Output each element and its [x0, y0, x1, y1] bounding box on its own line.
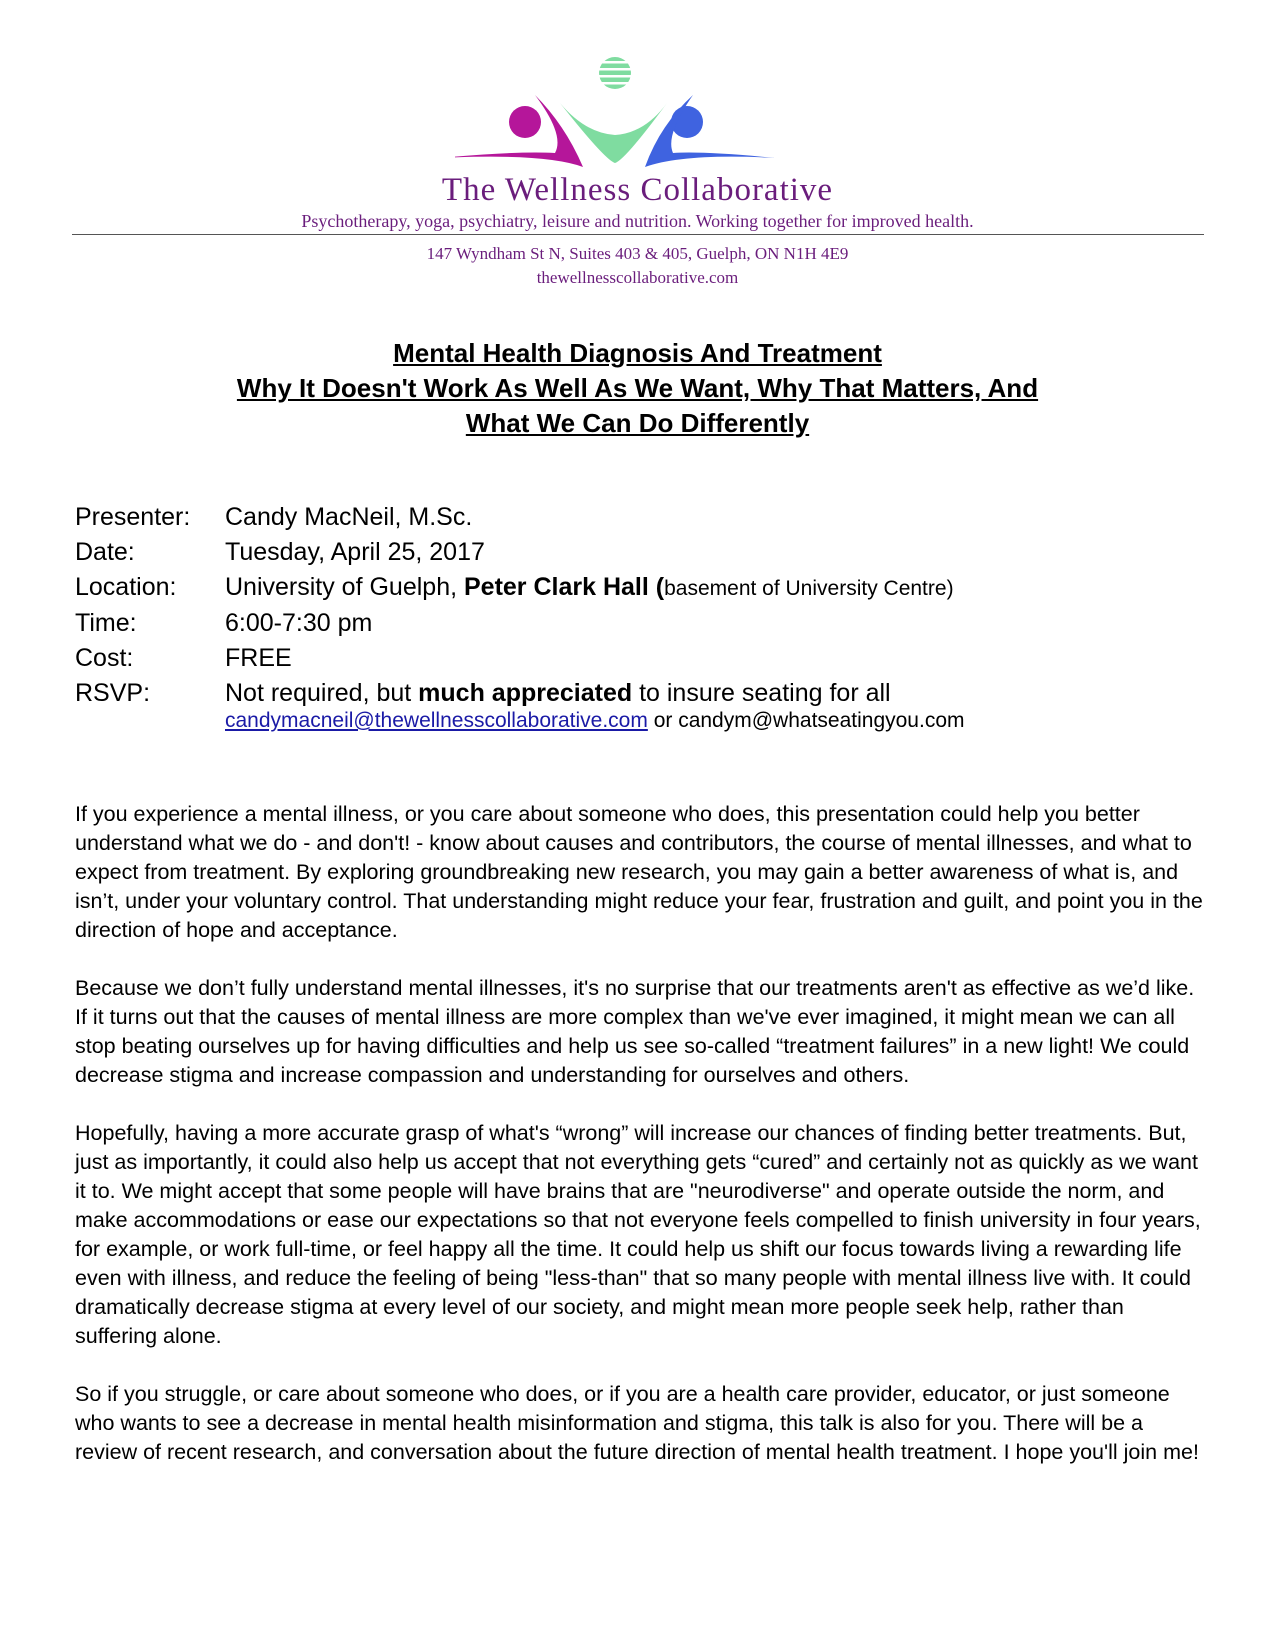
- location-paren: (: [648, 573, 665, 601]
- logo-blue-figure: [645, 95, 775, 167]
- location-value: [225, 570, 1215, 606]
- time-label: Time:: [75, 609, 137, 637]
- logo-green-head: [595, 57, 635, 89]
- title-line-3: What We Can Do Differently: [465, 408, 810, 438]
- detail-row-date: [75, 535, 1215, 570]
- logo-magenta-head: [509, 106, 541, 138]
- description-paragraph-2: Because we don’t fully understand mental illnesses, it's no surprise that our treatments aren't as effective as we’d like. If it turns out that the causes of mental illness are more complex than we've ever imagined, it might mean we can all stop beating ourselves up for having difficulties and help us see so-called “treatment failures” in a new light! We could decrease stigma and increase compassion and understanding for ourselves and others.: [75, 976, 1195, 1087]
- location-venue: Peter Clark Hall: [464, 573, 649, 601]
- organization-name: The Wellness Collaborative: [441, 172, 834, 208]
- organization-website[interactable]: thewellnesscollaborative.com: [536, 268, 739, 287]
- rsvp-label: RSVP:: [75, 679, 151, 707]
- rsvp-emails: [75, 708, 1215, 734]
- wellness-collaborative-logo: [455, 55, 830, 175]
- detail-row-presenter: [75, 500, 1215, 535]
- detail-row-location: [75, 570, 1215, 606]
- organization-tagline: Psychotherapy, yoga, psychiatry, leisure and nutrition. Working together for improved health.: [301, 211, 974, 231]
- time-value: 6:00-7:30 pm: [225, 609, 373, 637]
- event-title: [0, 336, 1275, 441]
- organization-address: 147 Wyndham St N, Suites 403 & 405, Guelph, ON N1H 4E9: [426, 244, 849, 263]
- detail-row-time: [75, 606, 1215, 641]
- rsvp-or: or: [647, 709, 679, 732]
- event-description: [75, 800, 1210, 1496]
- title-line-1: Mental Health Diagnosis And Treatment: [393, 338, 882, 368]
- date-label: Date:: [75, 538, 135, 566]
- rsvp-value: [225, 676, 1215, 711]
- event-details: [75, 500, 1215, 734]
- detail-row-cost: [75, 641, 1215, 676]
- location-note: basement of University Centre): [664, 577, 954, 600]
- presenter-label: Presenter:: [75, 503, 191, 531]
- description-paragraph-3: Hopefully, having a more accurate grasp of what's “wrong” will increase our chances of finding better treatments. But, just as importantly, it could also help us accept that not everything gets “cured” and certainly not as quickly as we want it to. We might accept that some people will have brains that are "neurodiverse" and operate outside the norm, and make accommodations or ease our expectations so that not everyone feels compelled to finish university in four years, for example, or work full-time, or feel happy all the time. It could help us shift our focus towards living a rewarding life even with illness, and reduce the feeling of being "less-than" that so many people with mental illness live with. It could dramatically decrease stigma at every level of our society, and might mean more people seek help, rather than suffering alone.: [75, 1121, 1201, 1348]
- header-divider: [72, 234, 1204, 235]
- detail-row-rsvp: [75, 676, 1215, 711]
- location-prefix: University of Guelph,: [225, 573, 464, 601]
- rsvp-suffix: to insure seating for all: [632, 679, 891, 707]
- title-line-2: Why It Doesn't Work As Well As We Want, Why That Matters, And: [236, 373, 1039, 403]
- rsvp-emphasis: much appreciated: [418, 679, 633, 707]
- rsvp-prefix: Not required, but: [225, 679, 419, 707]
- location-label: Location:: [75, 573, 177, 601]
- cost-label: Cost:: [75, 644, 134, 672]
- description-paragraph-1: If you experience a mental illness, or you care about someone who does, this presentation could help you better understand what we do - and don't! - know about causes and contributors, the course of mental illnesses, and what to expect from treatment. By exploring groundbreaking new research, you may gain a better awareness of what is, and isn’t, under your voluntary control. That understanding might reduce your fear, frustration and guilt, and point you in the direction of hope and acceptance.: [75, 802, 1203, 942]
- presenter-value: Candy MacNeil, M.Sc.: [225, 503, 473, 531]
- rsvp-email-secondary: candym@whatseatingyou.com: [678, 709, 965, 732]
- date-value: Tuesday, April 25, 2017: [225, 538, 485, 566]
- cost-value: FREE: [225, 644, 292, 672]
- rsvp-email-link-primary[interactable]: candymacneil@thewellnesscollaborative.com: [225, 709, 648, 732]
- description-paragraph-4: So if you struggle, or care about someone who does, or if you are a health care provider, educator, or just someone who wants to see a decrease in mental health misinformation and stigma, this talk is also for you. There will be a review of recent research, and conversation about the future direction of mental health treatment. I hope you'll join me!: [75, 1382, 1199, 1464]
